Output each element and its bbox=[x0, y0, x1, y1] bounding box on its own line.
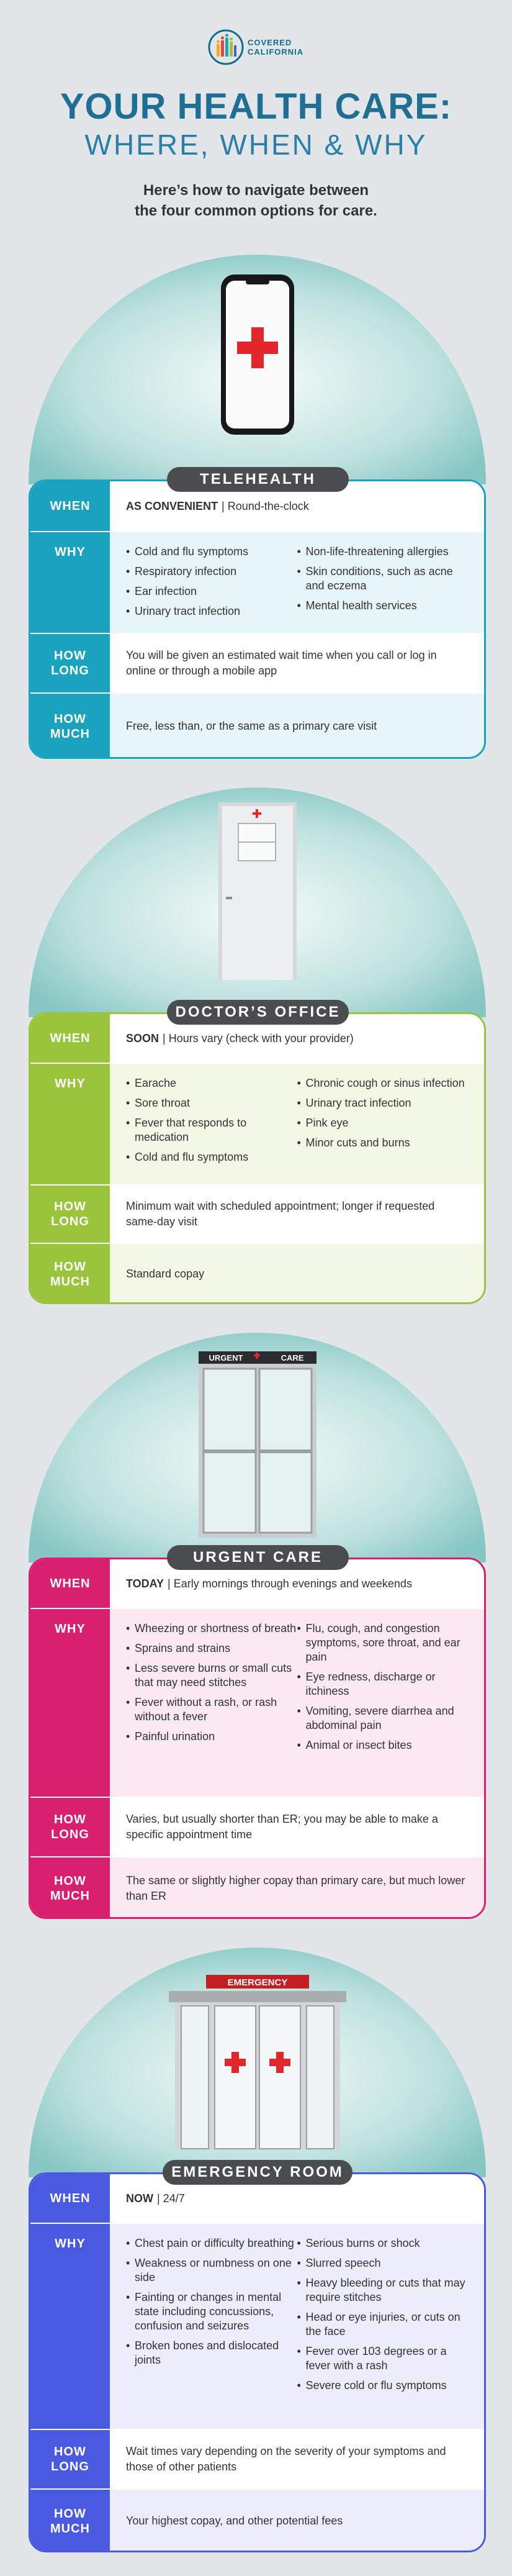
logo[interactable] bbox=[208, 29, 307, 66]
urgent-care-when-bold: TODAY bbox=[126, 1577, 164, 1590]
how-much-label: HOW MUCH bbox=[30, 2490, 110, 2552]
list-item: • Painful urination bbox=[126, 1730, 297, 1744]
urgent-care-how-much-row bbox=[30, 1857, 484, 1919]
why-label: WHY bbox=[30, 532, 110, 633]
when-label: WHEN bbox=[30, 2174, 110, 2223]
glass-doors-icon bbox=[199, 1351, 317, 1538]
subtitle-line2: the four common options for care. bbox=[135, 202, 377, 219]
urgent-sign-left: URGENT bbox=[209, 1353, 243, 1363]
list-item: • Respiratory infection bbox=[126, 565, 297, 579]
emergency-room-how-long-row bbox=[30, 2430, 484, 2490]
urgent-care-label: URGENT CARE bbox=[167, 1545, 349, 1570]
list-item: • Weakness or numbness on one side bbox=[126, 2256, 297, 2285]
when-label: WHEN bbox=[30, 481, 110, 531]
urgent-care-arch bbox=[29, 1333, 486, 1562]
section-telehealth bbox=[29, 255, 486, 759]
emergency-room-how-much-row bbox=[30, 2490, 484, 2552]
urgent-care-how-long-row bbox=[30, 1798, 484, 1857]
how-long-label: HOW LONG bbox=[30, 2430, 110, 2488]
page-title: YOUR HEALTH CARE: bbox=[60, 86, 452, 127]
telehealth-label: TELEHEALTH bbox=[167, 467, 349, 492]
why-label: WHY bbox=[30, 1609, 110, 1797]
telehealth-how-long-row bbox=[30, 634, 484, 694]
doctors-office-why bbox=[110, 1064, 484, 1184]
door-icon bbox=[218, 802, 297, 980]
doctors-office-arch bbox=[29, 787, 486, 1017]
list-item: • Broken bones and dislocated joints bbox=[126, 2339, 297, 2367]
list-item: • Urinary tract infection bbox=[126, 604, 297, 619]
doctors-office-how-much: Standard copay bbox=[110, 1244, 484, 1304]
emergency-sign: EMERGENCY bbox=[227, 1977, 288, 1988]
when-label: WHEN bbox=[30, 1559, 110, 1608]
doctors-office-how-long: Minimum wait with scheduled appointment; longer if requested same-day visit bbox=[126, 1200, 435, 1228]
phone-icon bbox=[221, 274, 294, 435]
list-item: • Animal or insect bites bbox=[297, 1738, 469, 1753]
list-item: • Heavy bleeding or cuts that may require stitches bbox=[297, 2276, 469, 2305]
list-item: • Head or eye injuries, or cuts on the face bbox=[297, 2310, 469, 2339]
list-item: • Less severe burns or small cuts that may need stitches bbox=[126, 1661, 297, 1690]
how-much-label: HOW MUCH bbox=[30, 1244, 110, 1304]
covered-california-logo-icon bbox=[208, 29, 244, 65]
telehealth-how-much-row bbox=[30, 694, 484, 759]
header bbox=[0, 0, 512, 230]
list-item: • Sprains and strains bbox=[126, 1641, 297, 1656]
telehealth-table bbox=[29, 479, 486, 759]
section-doctors-office bbox=[29, 787, 486, 1304]
emergency-room-label: EMERGENCY ROOM bbox=[163, 2160, 353, 2185]
list-item: • Serious burns or shock bbox=[297, 2236, 469, 2251]
emergency-room-when-rest: | 24/7 bbox=[157, 2192, 185, 2205]
list-item: • Urinary tract infection bbox=[297, 1096, 469, 1110]
list-item: • Non-life-threatening allergies bbox=[297, 545, 469, 559]
list-item: • Chest pain or difficulty breathing bbox=[126, 2236, 297, 2251]
list-item: • Chronic cough or sinus infection bbox=[297, 1076, 469, 1091]
telehealth-when-rest: | Round-the-clock bbox=[222, 499, 309, 512]
list-item: • Slurred speech bbox=[297, 2256, 469, 2270]
urgent-care-why bbox=[110, 1609, 484, 1797]
list-item: • Sore throat bbox=[126, 1096, 297, 1110]
doctors-office-how-long-row bbox=[30, 1186, 484, 1244]
list-item: • Fainting or changes in mental state including concussions, confusion and seizures bbox=[126, 2290, 297, 2333]
list-item: • Vomiting, severe diarrhea and abdominal pain bbox=[297, 1704, 469, 1733]
when-label: WHEN bbox=[30, 1014, 110, 1063]
list-item: • Fever over 103 degrees or a fever with a rash bbox=[297, 2344, 469, 2373]
telehealth-why-row bbox=[30, 532, 484, 634]
doctors-office-why-row bbox=[30, 1064, 484, 1186]
emergency-room-table bbox=[29, 2172, 486, 2552]
urgent-care-how-much: The same or slightly higher copay than primary care, but much lower than ER bbox=[110, 1857, 484, 1919]
urgent-sign-right: CARE bbox=[281, 1353, 304, 1363]
subtitle-line1: Here’s how to navigate between bbox=[143, 182, 369, 199]
how-long-label: HOW LONG bbox=[30, 1186, 110, 1243]
list-item: • Cold and flu symptoms bbox=[126, 545, 297, 559]
why-label: WHY bbox=[30, 1064, 110, 1184]
emergency-room-why bbox=[110, 2224, 484, 2429]
doctors-office-when-bold: SOON bbox=[126, 1032, 159, 1045]
doctors-office-label: DOCTOR’S OFFICE bbox=[167, 1000, 349, 1025]
emergency-room-how-long: Wait times vary depending on the severity of your symptoms and those of other patients bbox=[126, 2445, 446, 2473]
telehealth-arch bbox=[29, 255, 486, 484]
logo-line2: CALIFORNIA bbox=[248, 47, 304, 57]
emergency-room-why-row bbox=[30, 2224, 484, 2430]
list-item: • Eye redness, discharge or itchiness bbox=[297, 1670, 469, 1698]
list-item: • Fever without a rash, or rash without a fever bbox=[126, 1695, 297, 1724]
list-item: • Earache bbox=[126, 1076, 297, 1091]
emergency-doors-icon bbox=[169, 1975, 346, 2150]
urgent-care-why-row bbox=[30, 1609, 484, 1798]
telehealth-how-much: Free, less than, or the same as a primary care visit bbox=[110, 694, 484, 759]
telehealth-why bbox=[110, 532, 484, 633]
urgent-care-when-rest: | Early mornings through evenings and weekends bbox=[168, 1577, 412, 1590]
list-item: • Wheezing or shortness of breath bbox=[126, 1621, 297, 1636]
list-item: • Mental health services bbox=[297, 599, 469, 613]
list-item: • Flu, cough, and congestion symptoms, sore throat, and ear pain bbox=[297, 1621, 469, 1664]
logo-line1: COVERED bbox=[248, 38, 292, 47]
list-item: • Minor cuts and burns bbox=[297, 1136, 469, 1150]
list-item: • Pink eye bbox=[297, 1116, 469, 1130]
section-emergency-room bbox=[29, 1948, 486, 2556]
list-item: • Skin conditions, such as acne and eczema bbox=[297, 565, 469, 593]
page-subtitle bbox=[0, 180, 512, 221]
emergency-room-how-much: Your highest copay, and other potential fees bbox=[110, 2490, 484, 2552]
doctors-office-table bbox=[29, 1012, 486, 1304]
list-item: • Cold and flu symptoms bbox=[126, 1150, 297, 1164]
list-item: • Ear infection bbox=[126, 584, 297, 599]
doctors-office-how-much-row bbox=[30, 1244, 484, 1304]
urgent-care-table bbox=[29, 1558, 486, 1919]
list-item: • Severe cold or flu symptoms bbox=[297, 2379, 469, 2393]
how-long-label: HOW LONG bbox=[30, 634, 110, 692]
emergency-room-when-bold: NOW bbox=[126, 2192, 153, 2205]
how-much-label: HOW MUCH bbox=[30, 1857, 110, 1919]
list-item: • Fever that responds to medication bbox=[126, 1116, 297, 1145]
urgent-care-how-long: Varies, but usually shorter than ER; you may be able to make a specific appointment time bbox=[126, 1813, 438, 1841]
telehealth-how-long: You will be given an estimated wait time when you call or log in online or through a mobile app bbox=[126, 649, 437, 677]
doctors-office-when-rest: | Hours vary (check with your provider) bbox=[163, 1032, 354, 1045]
logo-text bbox=[248, 38, 303, 57]
section-urgent-care bbox=[29, 1333, 486, 1919]
page-title-secondary: WHERE, WHEN & WHY bbox=[84, 129, 428, 161]
how-much-label: HOW MUCH bbox=[30, 694, 110, 759]
why-label: WHY bbox=[30, 2224, 110, 2429]
emergency-room-arch bbox=[29, 1948, 486, 2177]
telehealth-when-bold: AS CONVENIENT bbox=[126, 499, 218, 512]
how-long-label: HOW LONG bbox=[30, 1798, 110, 1856]
